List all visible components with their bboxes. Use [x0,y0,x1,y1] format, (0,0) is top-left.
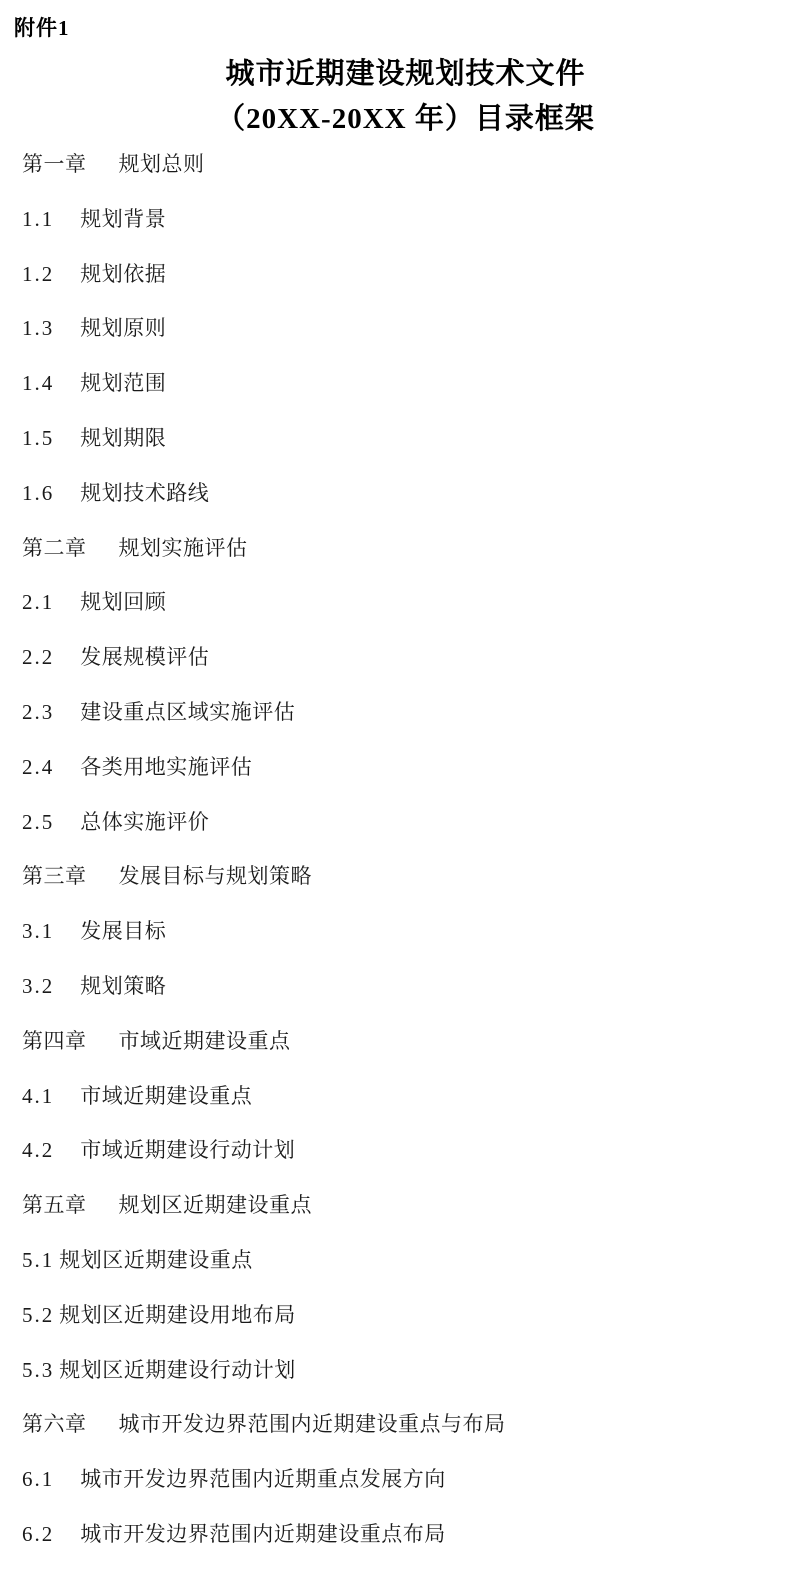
toc-line-number: 6.2 [22,1521,55,1546]
document-title-line1: 城市近期建设规划技术文件 [225,58,586,90]
toc-line-label: 市域近期建设重点 [80,1083,253,1108]
toc-line [22,1412,811,1467]
toc-line-label: 总体实施评价 [80,809,210,834]
toc-line-number: 第二章 [22,535,87,560]
toc-line-number: 1.1 [22,206,55,231]
toc-list [22,152,811,1577]
toc-line-number: 第五章 [22,1193,87,1218]
toc-line-number: 第四章 [22,1028,87,1053]
toc-line [22,152,811,207]
toc-line-label: 规划区近期建设重点 [59,1247,253,1272]
toc-line [22,645,811,700]
toc-line [22,1358,811,1413]
toc-line [22,1467,811,1522]
toc-line-number: 第六章 [22,1412,87,1437]
toc-line [22,262,811,317]
toc-line-label: 各类用地实施评估 [80,754,253,779]
toc-line-label: 发展目标与规划策略 [118,864,312,889]
toc-line [22,1248,811,1303]
toc-line [22,371,811,426]
toc-line-label: 市域近期建设重点 [118,1028,291,1053]
attachment-label: 附件1 [14,16,70,40]
toc-line-number: 1.4 [22,371,55,396]
toc-line-label: 建设重点区域实施评估 [80,699,296,724]
toc-line-label: 规划期限 [80,425,167,450]
toc-line [22,919,811,974]
toc-line [22,810,811,865]
toc-line-label: 发展目标 [80,919,167,944]
toc-line-label: 规划实施评估 [118,535,248,560]
toc-line-number: 2.2 [22,645,55,670]
toc-line-number: 2.3 [22,699,55,724]
toc-line-label: 城市开发边界范围内近期建设重点与布局 [118,1412,506,1437]
toc-line-label: 规划原则 [80,316,167,341]
toc-line-label: 发展规模评估 [80,645,210,670]
toc-line-label: 规划总则 [118,152,205,176]
toc-line-label: 规划策略 [80,973,167,998]
toc-line-label: 规划范围 [80,371,167,396]
toc-line-label: 规划区近期建设行动计划 [59,1357,296,1382]
toc-line-number: 1.2 [22,261,55,286]
toc-line [22,1029,811,1084]
toc-line [22,755,811,810]
toc-line [22,481,811,536]
toc-line-number: 1.5 [22,425,55,450]
toc-line-number: 5.1 [22,1247,55,1272]
toc-line [22,1303,811,1358]
toc-line [22,1522,811,1577]
toc-line-number: 6.1 [22,1467,55,1492]
toc-line-number: 2.4 [22,754,55,779]
toc-line-number: 4.2 [22,1138,55,1163]
toc-line-number: 第一章 [22,152,87,176]
toc-line-number: 2.5 [22,809,55,834]
toc-line-label: 规划背景 [80,206,167,231]
toc-line-label: 城市开发边界范围内近期重点发展方向 [80,1467,446,1492]
toc-line [22,1084,811,1139]
toc-line-number: 2.1 [22,590,55,615]
toc-line [22,590,811,645]
toc-line [22,1193,811,1248]
toc-line [22,536,811,591]
document-title-line2: （20XX-20XX 年）目录框架 [216,103,595,135]
toc-line-number: 1.6 [22,480,55,505]
toc-line-label: 市域近期建设行动计划 [80,1138,296,1163]
toc-line [22,700,811,755]
toc-line [22,1138,811,1193]
toc-line [22,974,811,1029]
toc-line-number: 5.3 [22,1357,55,1382]
toc-line-number: 4.1 [22,1083,55,1108]
toc-line-number: 1.3 [22,316,55,341]
toc-line [22,207,811,262]
document-title [0,52,811,142]
toc-line [22,426,811,481]
toc-line-number: 第三章 [22,864,87,889]
toc-line-label: 规划区近期建设用地布局 [59,1302,296,1327]
toc-line [22,316,811,371]
toc-line-label: 规划技术路线 [80,480,210,505]
toc-line-number: 3.1 [22,919,55,944]
toc-line-label: 规划依据 [80,261,167,286]
toc-line-label: 规划区近期建设重点 [118,1193,312,1218]
toc-line-label: 规划回顾 [80,590,167,615]
toc-line-number: 5.2 [22,1302,55,1327]
toc-line-number: 3.2 [22,973,55,998]
toc-line [22,864,811,919]
toc-line-label: 城市开发边界范围内近期建设重点布局 [80,1521,446,1546]
